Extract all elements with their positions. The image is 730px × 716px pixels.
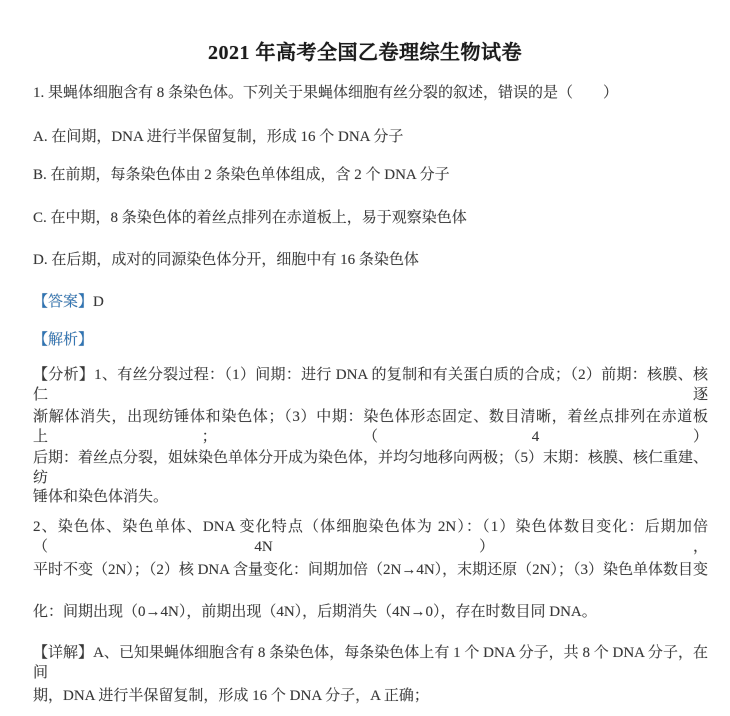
detail-line-2: 期，DNA 进行半保留复制，形成 16 个 DNA 分子，A 正确； (33, 688, 429, 704)
option-d: D. 在后期，成对的同源染色体分开，细胞中有 16 条染色体 (33, 252, 419, 268)
option-a: A. 在间期，DNA 进行半保留复制，形成 16 个 DNA 分子 (33, 129, 404, 145)
option-c: C. 在中期，8 条染色体的着丝点排列在赤道板上，易于观察染色体 (33, 210, 467, 226)
analysis-line-7: 化：间期出现（0→4N），前期出现（4N），后期消失（4N→0），存在时数目同 DNA。 (33, 604, 597, 620)
answer-line-value: D (93, 294, 104, 310)
analysis-line-3: 后期：着丝点分裂，姐妹染色单体分开成为染色体，并均匀地移向两极；（5）末期：核膜、核仁重建、纺 (33, 450, 709, 486)
answer-line (33, 292, 708, 313)
question-1-stem: 1. 果蝇体细胞含有 8 条染色体。下列关于果蝇体细胞有丝分裂的叙述，错误的是（ ） (33, 85, 619, 101)
analysis-line-5: 2、染色体、染色单体、DNA 变化特点（体细胞染色体为 2N）：（1）染色体数目变化：后期加倍（4N）， (33, 519, 708, 555)
detail-line-1: 【详解】A、已知果蝇体细胞含有 8 条染色体，每条染色体上有 1 个 DNA 分子，共 8 个 DNA 分子，在间 (33, 645, 708, 681)
document-title: 2021 年高考全国乙卷理综生物试卷 (208, 42, 522, 64)
analysis-line-2: 渐解体消失，出现纺锤体和染色体；（3）中期：染色体形态固定、数目清晰，着丝点排列在赤道板上；（4） (33, 409, 708, 445)
analysis-header-line-bracket-label: 【解析】 (33, 332, 94, 348)
analysis-line-1: 【分析】1、有丝分裂过程：（1）间期：进行 DNA 的复制和有关蛋白质的合成；（2）前期：核膜、核仁逐 (33, 367, 708, 403)
answer-line-bracket-label: 【答案】 (33, 294, 94, 310)
analysis-header-line (33, 330, 708, 351)
analysis-line-4: 锤体和染色体消失。 (33, 489, 169, 505)
option-b: B. 在前期，每条染色体由 2 条染色单体组成，含 2 个 DNA 分子 (33, 167, 450, 183)
analysis-line-6: 平时不变（2N）；（2）核 DNA 含量变化：间期加倍（2N→4N），末期还原（2N）；（3）染色单体数目变 (33, 562, 709, 578)
